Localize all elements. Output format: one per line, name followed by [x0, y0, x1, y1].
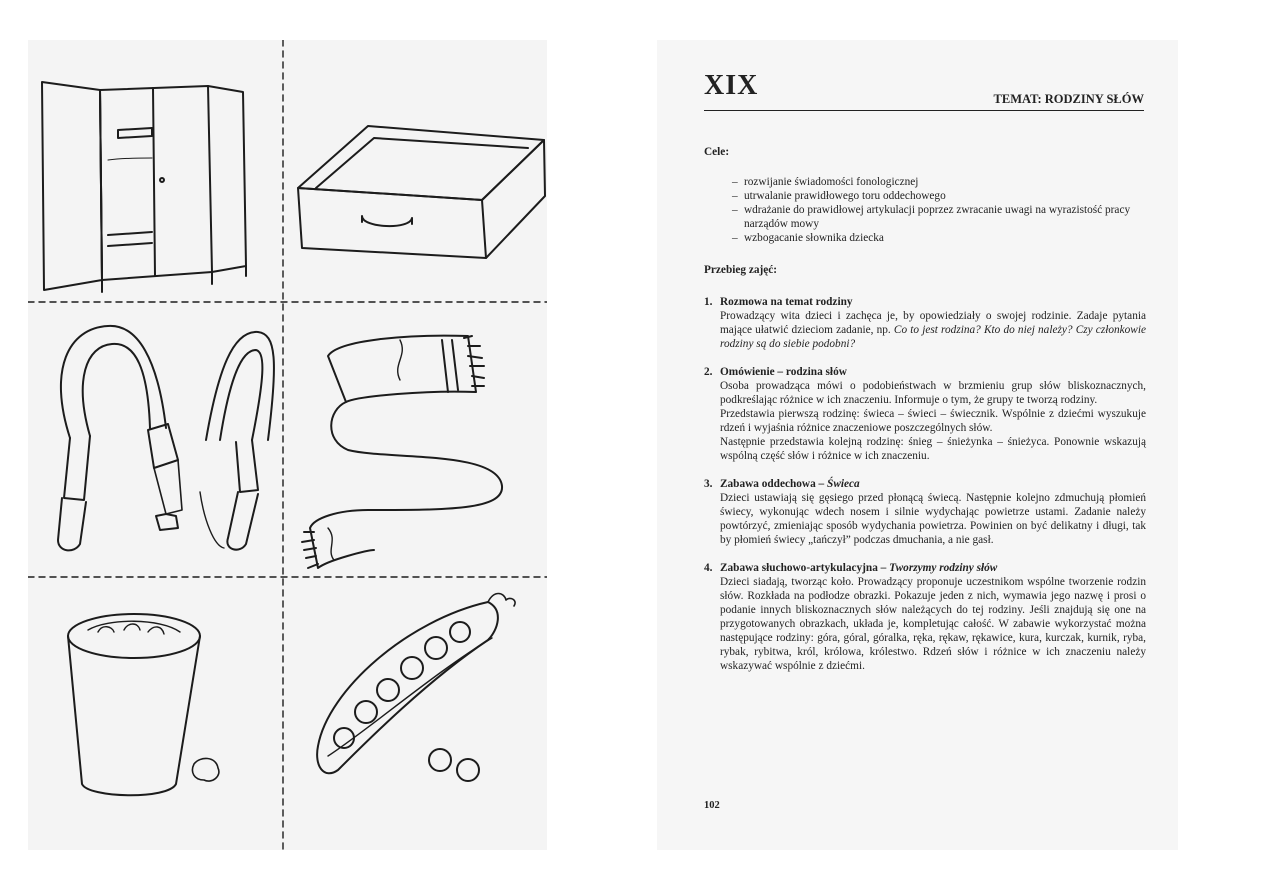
- lesson-topic: TEMAT: RODZINY SŁÓW: [993, 92, 1144, 106]
- left-page-illustrations: [28, 40, 547, 850]
- lesson-number: XIX: [704, 70, 759, 101]
- scarf-icon: [302, 336, 502, 568]
- step-text: [720, 309, 1146, 351]
- step-number: 4.: [704, 562, 713, 574]
- right-page-lesson: [657, 40, 1178, 850]
- step-title-text: Zabawa oddechowa –: [720, 478, 828, 490]
- step-title: [720, 561, 1146, 575]
- step-number: 3.: [704, 478, 713, 490]
- wardrobe-icon: [42, 82, 246, 292]
- step-paragraph: Następnie przedstawia kolejną rodzinę: śnieg – śnieżynka – śnieżyca. Ponownie wskazują wspólną część słów i różnice w ich znaczeniu.: [720, 436, 1146, 462]
- step-text-plain: Prowadzący wita dzieci i zachęca je, by opowiedziały o swojej rodzinie. Zadaje pytania mające ułatwić dzieciom zadanie, np.: [720, 310, 1146, 336]
- lesson-header: [704, 70, 1144, 111]
- step-title: Omówienie – rodzina słów: [720, 366, 847, 378]
- goal-item: – utrwalanie prawidłowego toru oddechowego: [732, 189, 1146, 203]
- steps-list: [704, 295, 1146, 673]
- drawer-icon: [298, 126, 545, 258]
- goals-heading: Cele:: [704, 146, 730, 158]
- step-title-text: Zabawa słuchowo-artykulacyjna –: [720, 562, 890, 574]
- step-item: [704, 295, 1146, 351]
- step-item: [704, 365, 1146, 463]
- goal-item: – rozwijanie świadomości fonologicznej: [732, 175, 1146, 189]
- cut-lines: [28, 40, 547, 850]
- lesson-body: [704, 145, 1146, 687]
- goal-item: – wdrażanie do prawidłowej artykulacji poprzez zwracanie uwagi na wyrazistość pracy narządów mowy: [732, 203, 1146, 231]
- step-title: Rozmowa na temat rodziny: [720, 296, 853, 308]
- goals-list: [704, 175, 1146, 245]
- step-title: [720, 477, 1146, 491]
- step-paragraph: Przedstawia pierwszą rodzinę: świeca – świeci – świecznik. Wspólnie z dziećmi wyszukuje rdzeń i wyjaśnia różnice znaczeniowe poszczególnych słów.: [720, 408, 1146, 434]
- step-title-italic: Świeca: [827, 478, 860, 490]
- step-text-questions: Co to jest rodzina? Kto do niej należy? Czy członkowie rodziny są do siebie podobni?: [720, 324, 1146, 350]
- peapod-icon: [317, 594, 515, 782]
- step-item: [704, 477, 1146, 547]
- step-paragraph: Dzieci siadają, tworząc koło. Prowadzący proponuje uczestnikom wspólne tworzenie rodzin słów. Rozkłada na podłodze obrazki. Pokazuje jeden z nich, wymawia jego nazwę i prosi o podanie innych bliskoznacznych słów należących do tej rodziny. Jeśli znajdują się one na przygotowanych obrazkach, układa je, kompletując całość. W zabawie wykorzystać można następujące rodziny: góra, góral, góralka, ręka, rękaw, rękawice, kura, kurczak, kurnik, ryba, rybak, rybitwa, król, królowa, królestwo. Rdzeń słów i różnice w ich znaczeniu należy wskazywać wspólnie z dziećmi.: [720, 576, 1146, 672]
- goal-item: – wzbogacanie słownika dziecka: [732, 231, 1146, 245]
- step-item: [704, 561, 1146, 673]
- picture-cards: [28, 40, 547, 850]
- step-paragraph: Dzieci ustawiają się gęsiego przed płonącą świecą. Następnie kolejno zdmuchują płomień świecy, wykonując wdech nosem i silnie wydychając powietrze ustami. Zadanie należy powtórzyć, zmieniając sposób wydychania powietrza. Powinien on być delikatny i długi, tak by płomień świecy „tańczył” podczas dmuchania, a nie gasł.: [720, 492, 1146, 546]
- progress-heading: Przebieg zajęć:: [704, 264, 778, 276]
- step-number: 1.: [704, 296, 713, 308]
- step-title-italic: Tworzymy rodziny słów: [889, 562, 998, 574]
- bucket-icon: [68, 614, 219, 795]
- suspenders-icon: [58, 326, 274, 550]
- step-number: 2.: [704, 366, 713, 378]
- page-number: 102: [704, 800, 720, 811]
- step-paragraph: Osoba prowadząca mówi o podobieństwach w brzmieniu grup słów bliskoznacznych, podkreślając różnice w ich znaczeniu. Informuje o tym, że grupy te tworzą rodziny.: [720, 380, 1146, 406]
